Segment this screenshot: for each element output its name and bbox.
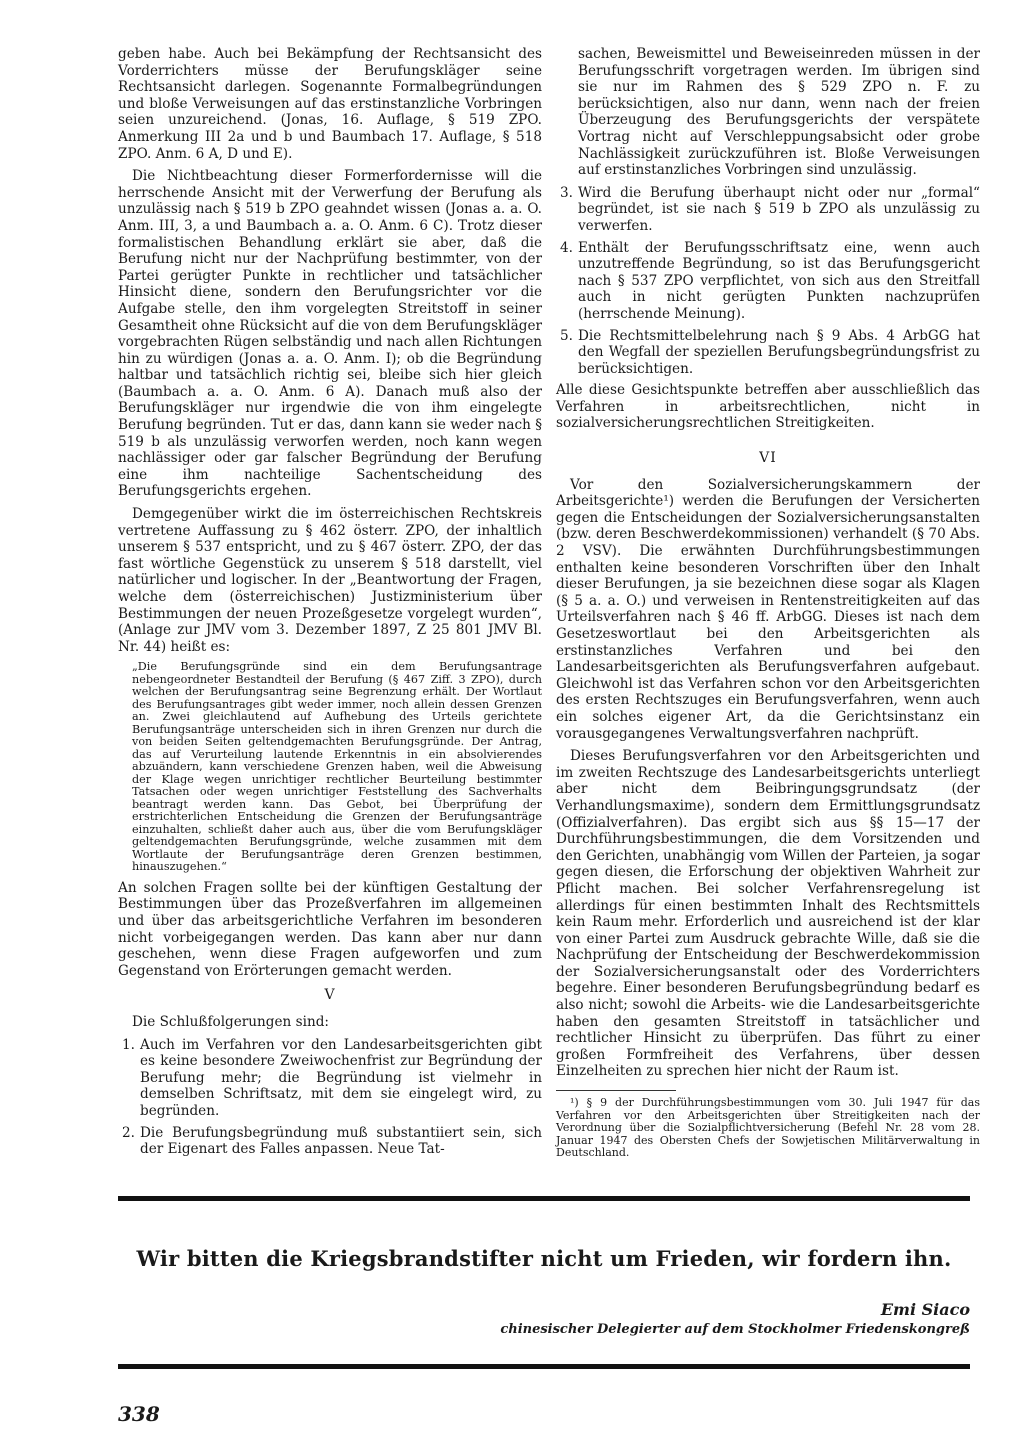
page-number: 338 (118, 1402, 160, 1426)
footnote-divider (556, 1090, 676, 1091)
paragraph: Vor den Sozialversicherungskammern der Arbeitsgerichte¹) werden die Berufungen der Versicherten gegen die Entscheidungen der Sozialversicherungsanstalten (bzw. deren Beschwerdekommissionen) verhandelt (§ 70 Abs. 2 VSV). Die erwähnten Durchführungsbestimmungen enthalten keine besonderen Vorschriften über den Inhalt dieser Berufungen, ja sie bezeichnen diese sogar als Klagen (§ 5 a. a. O.) und verweisen in Rentenstreitigkeiten auf das Urteilsverfahren nach § 46 ff. ArbGG. Dieses ist nach dem Gesetzeswortlaut bei den Arbeitsgerichten als erstinstanzliches Verfahren und bei den Landesarbeitsgerichten als Berufungsverfahren aufgebaut. Gleichwohl ist das Verfahren schon vor den Arbeitsgerichten des ersten Rechtszuges ein Berufungsverfahren, wenn auch ein solches eigener Art, da die Gerichtsinstanz ein vorausgegangenes Verwaltungsverfahren nachprüft. (556, 476, 980, 742)
conclusions-list (118, 1037, 542, 1158)
list-item-number: 1. (122, 1036, 135, 1053)
section-heading: V (324, 987, 336, 1004)
list-item-continuation: sachen, Beweismittel und Beweiseinreden müssen in der Berufungsschrift vorgetragen werden. Im übrigen sind sie nur im Rahmen des § 529 ZPO n. F. zu berücksichtigen, also nur dann, wenn nach der freien Überzeugung des Berufungsgerichts der verspätete Vortrag nicht auf Verschleppungsabsicht oder grobe Nachlässigkeit zurückzuführen ist. Bloße Verweisungen auf erstinstanzliches Vorbringen sind unzulässig. (578, 46, 980, 179)
list-item (556, 185, 980, 235)
conclusions-list-continued (556, 185, 980, 378)
paragraph: Dieses Berufungsverfahren vor den Arbeitsgerichten und im zweiten Rechtszuge des Landesarbeitsgerichts unterliegt aber nicht dem Beibringungsgrundsatz (der Verhandlungsmaxime), sondern dem Ermittlungsgrundsatz (Offizialverfahren). Das ergibt sich aus §§ 15—17 der Durchführungsbestimmungen, die dem Vorsitzenden und den Gerichten, unabhängig vom Willen der Parteien, ja sogar gegen diesen, die Erforschung der objektiven Wahrheit zur Pflicht machen. Bei solcher Verfahrensregelung ist allerdings für einen bestimmten Inhalt des Rechtsmittels kein Raum mehr. Erforderlich und ausreichend ist der klar von einer Partei zum Ausdruck gebrachte Wille, daß sie die Nachprüfung der Entscheidung der Beschwerdekommission der Sozialversicherungsanstalt oder des Vorderrichters begehre. Einer besonderen Berufungsbegründung bedarf es also nicht; sowohl die Arbeits- wie die Landesarbeitsgerichte haben den gesamten Streitstoff in tatsächlicher und rechtlicher Hinsicht zu überprüfen. Das führt zu einer großen Formfreiheit des Verfahrens, über dessen Einzelheiten zu sprechen hier nicht der Raum ist. (556, 748, 980, 1080)
footnote: ¹) § 9 der Durchführungsbestimmungen vom 30. Juli 1947 für das Verfahren vor den Arbeitsgerichten über Streitigkeiten nach der Verordnung über die Sozialpflichtversicherung (Befehl Nr. 28 vom 28. Januar 1947 des Obersten Chefs der Sowjetischen Militärverwaltung in Deutschland. (556, 1096, 980, 1160)
list-item (556, 328, 980, 378)
conclusions-intro: Die Schlußfolgerungen sind: (132, 1014, 329, 1031)
list-item (556, 240, 980, 323)
list-item (118, 1125, 542, 1158)
motto-author: Emi Siaco (880, 1300, 970, 1319)
left-column (118, 46, 542, 1163)
motto-quote: Wir bitten die Kriegsbrandstifter nicht um Frieden, wir fordern ihn. (136, 1246, 952, 1271)
paragraph: Die Nichtbeachtung dieser Formerfordernisse will die herrschende Ansicht mit der Verwerfung der Berufung als unzulässig nach § 519 b ZPO geahndet wissen (Jonas a. a. O. Anm. III, 3, a und Baumbach a. a. O. Anm. 6 C). Trotz dieser formalistischen Behandlung erklärt sie aber, daß die Berufung nicht nur der Nachprüfung bestimmter, von der Partei gerügter Punkte in rechtlicher und tatsächlicher Hinsicht diene, sondern den Berufungsrichter vor die Aufgabe stelle, den ihm vorgelegten Streitstoff in seiner Gesamtheit ohne Rücksicht auf die von dem Berufungskläger vorgebrachten Rügen selbständig und nach allen Richtungen hin zu würdigen (Jonas a. a. O. Anm. I); ob die Begründung haltbar und tatsächlich richtig sei, bleibe sich hier gleich (Baumbach a. a. O. Anm. 6 A). Danach muß also der Berufungskläger nur irgendwie die von ihm eingelegte Berufung begründen. Tut er das, dann kann sie weder nach § 519 b als unzulässig verworfen werden, noch kann wegen nachlässiger oder gar falscher Begründung der Berufung eine ihm nachteilige Sachentscheidung des Berufungsgerichts ergehen. (118, 168, 542, 500)
list-item-number: 2. (122, 1124, 135, 1141)
right-column (556, 46, 980, 1160)
paragraph: Demgegenüber wirkt die im österreichischen Rechtskreis vertretene Auffassung zu § 462 österr. ZPO, der inhaltlich unserem § 537 entspricht, und zu § 467 österr. ZPO, der das fast wörtliche Gegenstück zu unserem § 518 darstellt, viel natürlicher und logischer. In der „Beantwortung der Fragen, welche dem (österreichischen) Justizministerium über Bestimmungen der neuen Prozeßgesetze vorgelegt wurden“, (Anlage zur JMV vom 3. Dezember 1897, Z 25 801 JMV Bl. Nr. 44) heißt es: (118, 506, 542, 655)
divider-bottom (118, 1364, 970, 1369)
list-item-text: Enthält der Berufungsschriftsatz eine, wenn auch unzutreffende Begründung, so ist das Berufungsgericht nach § 537 ZPO verpflichtet, von sich aus den Streitfall auch in nicht gerügten Punkten nachzuprüfen (herrschende Meinung). (578, 239, 980, 322)
list-item-text: Wird die Berufung überhaupt nicht oder nur „formal“ begründet, ist sie nach § 519 b ZPO als unzulässig zu verwerfen. (578, 184, 980, 234)
list-item-text: Die Berufungsbegründung muß substantiiert sein, sich der Eigenart des Falles anpassen. Neue Tat- (140, 1124, 542, 1158)
paragraph: An solchen Fragen sollte bei der künftigen Gestaltung der Bestimmungen über das Prozeßverfahren im allgemeinen und über das arbeitsgerichtliche Verfahren im besonderen nicht vorbeigegangen werden. Das kann aber nur dann geschehen, wenn diese Fragen aufgeworfen und zum Gegenstand von Erörterungen gemacht werden. (118, 879, 542, 979)
paragraph: geben habe. Auch bei Bekämpfung der Rechtsansicht des Vorderrichters müsse der Berufungskläger seine Rechtsansicht darlegen. Sogenannte Formalbegründungen und bloße Verweisungen auf das erstinstanzliche Vorbringen seien unzureichend. (Jonas, 16. Auflage, § 519 ZPO. Anmerkung III 2a und b und Baumbach 17. Auflage, § 518 ZPO. Anm. 6 A, D und E). (118, 46, 542, 162)
motto-author-role: chinesischer Delegierter auf dem Stockholmer Friedenskongreß (500, 1322, 970, 1337)
block-quote: „Die Berufungsgründe sind ein dem Berufungsantrage nebengeordneter Bestandteil der Berufung (§ 467 Ziff. 3 ZPO), durch welchen der Berufungsantrag seine Begrenzung erhält. Der Wortlaut des Berufungsantrages gibt weder immer, noch allein dessen Grenzen an. Zwei gleichlautend auf Aufhebung des Urteils gerichtete Berufungsanträge unterscheiden sich in ihren Grenzen nur durch die von beiden Seiten geltendgemachten Berufungsgründe. Der Antrag, das auf Verurteilung lautende Erkenntnis in ein absolvierendes abzuändern, kann verschiedene Grenzen haben, weil die Abweisung der Klage wegen unrichtiger rechtlicher Beurteilung bestimmter Tatsachen oder wegen unrichtiger Feststellung des Sachverhalts beantragt werden kann. Das Gebot, bei Überprüfung der erstrichterlichen Entscheidung die Grenzen der Berufungsanträge einzuhalten, schließt daher auch aus, über die vom Berufungskläger geltendgemachten Berufungsgründe, welche zusammen mit dem Wortlaute der Berufungsanträge deren Grenzen bestimmen, hinauszugehen.“ (132, 660, 542, 874)
list-item (118, 1037, 542, 1120)
list-item-number: 4. (560, 239, 573, 256)
divider-top (118, 1196, 970, 1201)
list-item-text: Auch im Verfahren vor den Landesarbeitsgerichten gibt es keine besondere Zweiwochenfrist zur Begründung der Berufung mehr; die Begründung ist vielmehr in demselben Schriftsatz, mit dem sie eingelegt wird, zu begründen. (140, 1036, 542, 1119)
section-heading: VI (759, 450, 777, 467)
list-item-number: 5. (560, 327, 573, 344)
paragraph: Alle diese Gesichtspunkte betreffen aber ausschließlich das Verfahren in arbeitsrechtlichen, nicht in sozialversicherungsrechtlichen Streitigkeiten. (556, 382, 980, 432)
list-item-text: Die Rechtsmittelbelehrung nach § 9 Abs. 4 ArbGG hat den Wegfall der speziellen Berufungsbegründungsfrist zu berücksichtigen. (578, 327, 980, 377)
list-item-number: 3. (560, 184, 573, 201)
